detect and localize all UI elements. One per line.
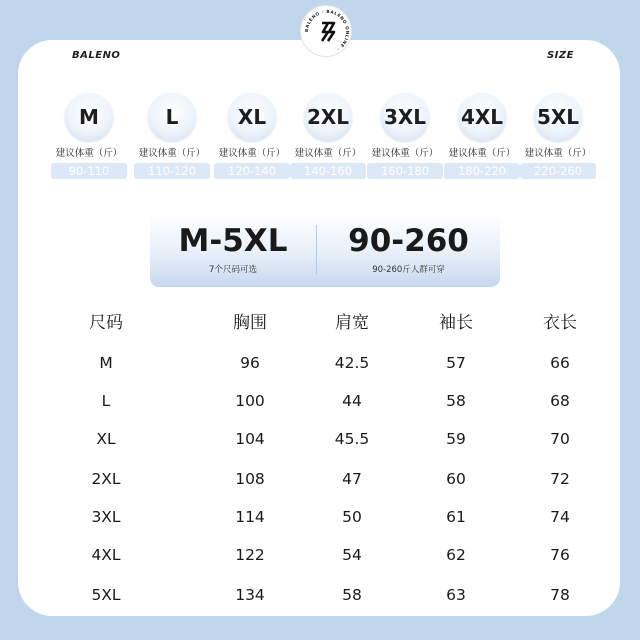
table-cell: 134	[235, 586, 265, 604]
table-cell: 61	[446, 508, 466, 526]
weight-label: 建议体重（斤）	[448, 148, 516, 159]
weight-label: 建议体重（斤）	[138, 148, 206, 159]
weight-range-pill: 120-140	[214, 163, 290, 179]
weight-label: 建议体重（斤）	[371, 148, 439, 159]
table-row	[0, 464, 640, 494]
table-cell: 42.5	[334, 354, 370, 372]
table-cell: 58	[446, 392, 466, 410]
table-row	[0, 540, 640, 570]
size-bubble: 4XL	[458, 93, 506, 141]
table-cell: 5XL	[91, 586, 121, 604]
header-cell: 袖长	[439, 313, 473, 333]
table-cell: 114	[235, 508, 265, 526]
svg-text:BALENO · BALENO ONLINE ·	[304, 9, 350, 52]
table-cell: L	[101, 392, 111, 410]
table-cell: 96	[240, 354, 260, 372]
table-cell: 122	[235, 546, 265, 564]
table-cell: 70	[550, 430, 570, 448]
table-cell: 62	[446, 546, 466, 564]
weight-range-note: 90-260斤人群可穿	[372, 265, 445, 275]
weight-label: 建议体重（斤）	[218, 148, 286, 159]
header-cell: 肩宽	[335, 313, 369, 333]
table-row	[0, 502, 640, 532]
size-range-note: 7个尺码可选	[209, 265, 257, 275]
table-cell: 66	[550, 354, 570, 372]
table-cell: 68	[550, 392, 570, 410]
size-range: M-5XL	[178, 223, 288, 259]
weight-range: 90-260	[348, 223, 469, 259]
table-row	[0, 580, 640, 610]
size-bubble: 5XL	[534, 93, 582, 141]
table-cell: 3XL	[91, 508, 121, 526]
table-row	[0, 386, 640, 416]
brand-logo	[300, 5, 352, 57]
table-cell: 2XL	[91, 470, 121, 488]
summary-panel	[150, 213, 500, 287]
table-header	[0, 308, 640, 338]
size-option	[287, 93, 369, 179]
size-heading: SIZE	[546, 50, 574, 61]
table-cell: 58	[342, 586, 362, 604]
weight-label: 建议体重（斤）	[55, 148, 123, 159]
logo-ring-text: BALENO · BALENO ONLINE ·	[303, 8, 351, 52]
size-bubble: L	[148, 93, 196, 141]
weight-range-pill: 90-110	[51, 163, 127, 179]
table-cell: 100	[235, 392, 265, 410]
size-range-block	[150, 221, 316, 275]
table-row	[0, 348, 640, 378]
weight-range-pill: 180-220	[444, 163, 520, 179]
size-option	[48, 93, 130, 179]
size-bubble: 3XL	[381, 93, 429, 141]
header-cell: 衣长	[543, 313, 577, 333]
table-cell: 4XL	[91, 546, 121, 564]
weight-range-pill: 220-260	[520, 163, 596, 179]
table-cell: 50	[342, 508, 362, 526]
weight-range-pill: 110-120	[134, 163, 210, 179]
size-option	[441, 93, 523, 179]
table-row	[0, 424, 640, 454]
header-cell: 胸围	[233, 313, 267, 333]
table-cell: XL	[96, 430, 116, 448]
table-cell: 76	[550, 546, 570, 564]
size-bubble: XL	[228, 93, 276, 141]
size-option	[364, 93, 446, 179]
table-cell: 63	[446, 586, 466, 604]
size-option	[211, 93, 293, 179]
table-cell: 72	[550, 470, 570, 488]
logo-icon	[301, 6, 353, 58]
size-option	[131, 93, 213, 179]
table-cell: 60	[446, 470, 466, 488]
weight-label: 建议体重（斤）	[524, 148, 592, 159]
table-cell: 45.5	[334, 430, 370, 448]
table-cell: M	[99, 354, 113, 372]
table-cell: 108	[235, 470, 265, 488]
weight-range-block	[317, 221, 500, 275]
size-option	[517, 93, 599, 179]
table-cell: 78	[550, 586, 570, 604]
table-cell: 44	[342, 392, 362, 410]
table-cell: 74	[550, 508, 570, 526]
table-cell: 54	[342, 546, 362, 564]
table-cell: 57	[446, 354, 466, 372]
weight-range-pill: 140-160	[290, 163, 366, 179]
table-cell: 59	[446, 430, 466, 448]
size-bubble: 2XL	[304, 93, 352, 141]
table-cell: 104	[235, 430, 265, 448]
header-cell: 尺码	[89, 313, 123, 333]
weight-label: 建议体重（斤）	[294, 148, 362, 159]
weight-range-pill: 160-180	[367, 163, 443, 179]
brand-name: BALENO	[72, 50, 121, 61]
size-bubble: M	[65, 93, 113, 141]
table-cell: 47	[342, 470, 362, 488]
